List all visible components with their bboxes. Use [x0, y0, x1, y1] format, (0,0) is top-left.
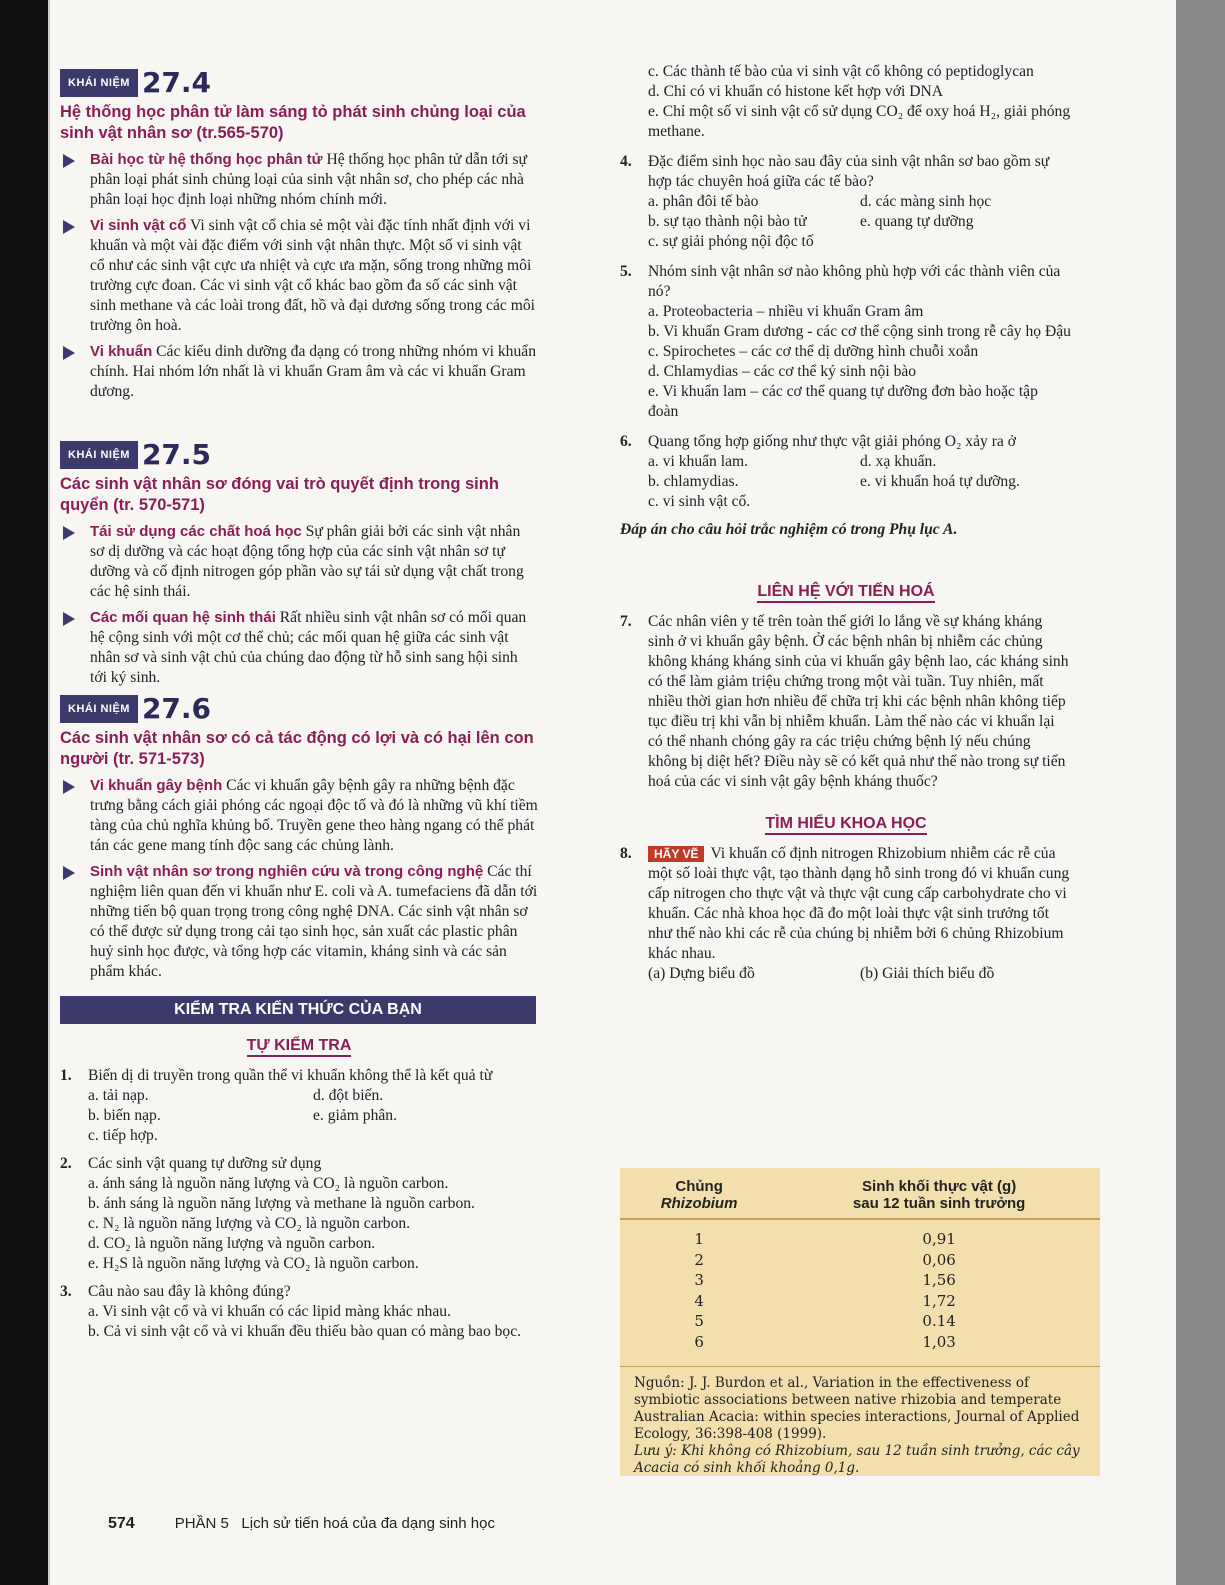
table-row: 6 1,03 [694, 1332, 956, 1351]
question-3: 3. Câu nào sau đây là không đúng? a. Vi sinh vật cổ và vi khuẩn có các lipid màng khác nhau. b. Cả vi sinh vật cổ và vi khuẩn đều thiếu bào quan có màng bao bọc. [60, 1283, 522, 1340]
table-row: 5 0.14 [694, 1312, 956, 1330]
summary-bullet: Sinh vật nhân sơ trong nghiên cứu và trong công nghệ Các thí nghiệm liên quan đến vi khuẩn như E. coli và A. tumefaciens đã dẫn tới những tiến bộ quan trọng trong công nghệ DNA. Các sinh vật nhân sơ có thể được sử dụng trong cải tạo sinh học, sản xuất các plastic phân huỷ sinh học được, và tổng hợp các vitamin, kháng sinh và các sản phẩm khác. [60, 862, 538, 982]
question-2: 2. Các sinh vật quang tự dưỡng sử dụng a. ánh sáng là nguồn năng lượng và CO₂ là nguồn carbon. b. ánh sáng là nguồn năng lượng và methane là nguồn carbon. c. N₂ là nguồn năng lượng và CO₂ là nguồn carbon. d. CO₂ là nguồn năng lượng và nguồn carbon. e. H₂S là nguồn năng lượng và CO₂ là nguồn carbon. [60, 1155, 475, 1272]
question-5: 5. Nhóm sinh vật nhân sơ nào không phù hợp với các thành viên của nó? a. Proteobacteria – nhiều vi khuẩn Gram âm b. Vi khuẩn Gram dương - các cơ thể cộng sinh trong rễ cây họ Đậu c. Spirochetes – các cơ thể dị dưỡng hình chuỗi xoắn d. Chlamydias – các cơ thể ký sinh nội bào e. Vi khuẩn lam – các cơ thể quang tự dưỡng đơn bào hoặc tập đoàn [620, 263, 1071, 420]
concept-27-4 [60, 68, 538, 98]
summary-bullet: Tái sử dụng các chất hoá học Sự phân giải bởi các sinh vật nhân sơ dị dưỡng và các hoạt động tổng hợp của các sinh vật nhân sơ tự dưỡng và cố định nitrogen góp phần vào sự tái sử dụng vật chất trong các hệ sinh thái. [60, 522, 538, 602]
concept-heading: Các sinh vật nhân sơ có cả tác động có lợi và có hại lên con người (tr. 571-573) [60, 729, 534, 768]
question-8: 8. HÃY VẼ Vi khuẩn cố định nitrogen Rhizobium nhiễm các rễ của một số loài thực vật, tạo thành dạng hỗ sinh trong đó vi khuẩn cung cấp nitrogen cho thực vật và thực vật cung cấp carbohydrate cho vi khuẩn. Các nhà khoa học đã đo một loài thực vật sinh trưởng tốt như thế nào khi các rễ của chúng bị nhiễm bởi 6 chủng Rhizobium khác nhau. (a) Dựng biểu đồ (b) Giải thích biểu đồ [620, 845, 1070, 982]
table-row: 4 1,72 [694, 1291, 956, 1310]
page-footer [108, 1515, 495, 1533]
question-7: 7. Các nhân viên y tế trên toàn thế giới lo lắng về sự kháng kháng sinh ở vi khuẩn gây bệnh. Ở các bệnh nhân bị nhiễm các chủng không kháng kháng sinh của vi khuẩn gây bệnh lao, các kháng sinh có thể làm giảm triệu chứng trong một vài tuần. Tuy nhiên, mất nhiều thời gian hơn nhiều để chữa trị khi các bệnh nhân không tiếp tục điều trị khi vẫn bị nhiễm khuẩn. Làm thế nào các vi khuẩn lại có thể nhanh chóng gây ra các triệu chứng bệnh lý nếu chúng không bị diệt hết? Điều này sẽ có kết quả như thế nào trong sự tiến hoá của các vi sinh vật gây bệnh kháng thuốc? [620, 613, 1069, 790]
summary-bullet: Vi sinh vật cổ Vi sinh vật cổ chia sẻ một vài đặc tính nhất định với vi khuẩn và một vài đặc điểm với sinh vật nhân thực. Một số vi sinh vật cổ như các sinh vật cực ưa nhiệt và cực ưa mặn, sống trong những môi trường cực đoan. Các vi sinh vật cổ khác bao gồm đa số các sinh vật sinh methane và các loài trong đất, hồ và đại dương sống trong các môi trường ôn hoà. [60, 216, 538, 336]
concept-number: 27.5 [141, 438, 212, 471]
table-row: 1 0,91 [694, 1230, 956, 1248]
scan-border [0, 0, 48, 1585]
part-label: PHẦN 5 Lịch sử tiến hoá của đa dạng sinh học [174, 1515, 495, 1532]
summary-bullet: Các mối quan hệ sinh thái Rất nhiều sinh vật nhân sơ có mối quan hệ cộng sinh với một cơ thể chủ; các mối quan hệ giữa các sinh vật nhân sơ và sinh vật chủ của chúng dao động từ hỗ sinh sang hội sinh tới ký sinh. [60, 608, 538, 688]
summary-bullet: Vi khuẩn Các kiểu dinh dưỡng đa dạng có trong những nhóm vi khuẩn chính. Hai nhóm lớn nhất là vi khuẩn Gram âm và các vi khuẩn Gram dương. [60, 342, 538, 402]
table-header-biomass: Sinh khối thực vật (g) sau 12 tuần sinh trưởng [778, 1168, 1100, 1219]
evolution-heading: LIÊN HỆ VỚI TIẾN HOÁ [572, 582, 1072, 602]
question-1: 1. Biến dị di truyền trong quần thể vi khuẩn không thể là kết quả từ a. tải nạp. d. đột biến. b. biến nạp. e. giảm phân. c. tiếp hợp. [60, 1067, 493, 1144]
concept-27-5 [60, 440, 538, 470]
table-source: Nguồn: J. J. Burdon et al., Variation in the effectiveness of symbiotic associations between native rhizobia and temperate Australian Acacia: within species interactions, Journal of Applied Ecology, 36:398-408 (1999). Lưu ý: Khi không có Rhizobium, sau 12 tuần sinh trưởng, các cây Acacia có sinh khối khoảng 0,1g. [620, 1366, 1100, 1477]
concept-number: 27.4 [141, 66, 212, 99]
concept-number: 27.6 [141, 692, 212, 725]
concept-heading: Các sinh vật nhân sơ đóng vai trò quyết định trong sinh quyển (tr. 570-571) [60, 475, 499, 514]
concept-27-6 [60, 694, 538, 724]
rhizobium-table [620, 1168, 1100, 1476]
page-number: 574 [108, 1515, 135, 1532]
table-header-strain: Chủng Rhizobium [620, 1168, 778, 1219]
summary-bullet: Vi khuẩn gây bệnh Các vi khuẩn gây bệnh gây ra những bệnh đặc trưng bằng cách giải phóng các ngoại độc tố và đó là những vũ khí tiềm tàng của chủ nghĩa khủng bố. Truyền gene theo hàng ngang có thể phát tán các gene mang tính độc sang các chủng lành. [60, 776, 538, 856]
concept-tag: KHÁI NIỆM [60, 695, 138, 723]
section-banner: KIỂM TRA KIẾN THỨC CỦA BẠN [60, 996, 536, 1024]
subsection-heading: TỰ KIỂM TRA [60, 1036, 538, 1056]
concept-tag: KHÁI NIỆM [60, 69, 138, 97]
table-row: 2 0,06 [694, 1250, 956, 1269]
left-column [60, 66, 538, 1350]
question-3-continued: c. Các thành tế bào của vi sinh vật cổ không có peptidoglycan d. Chỉ có vi khuẩn có histone kết hợp với DNA e. Chỉ một số vi sinh vật cổ sử dụng CO₂ để oxy hoá H₂, giải phóng methane. [648, 63, 1071, 140]
draw-it-tag: HÃY VẼ [648, 846, 704, 862]
question-6: 6. Quang tổng hợp giống như thực vật giải phóng O₂ xảy ra ở a. vi khuẩn lam. d. xạ khuẩn. b. chlamydias. e. vi khuẩn hoá tự dưỡng. c. vi sinh vật cổ. [620, 433, 1020, 510]
summary-bullet: Bài học từ hệ thống học phân tử Hệ thống học phân tử dẫn tới sự phân loại phát sinh chủng loại của sinh vật nhân sơ, cho phép các nhà phân loại học định loại những nhóm chính mới. [60, 150, 538, 210]
right-column [572, 62, 1072, 992]
table-row: 3 1,56 [694, 1271, 956, 1289]
answer-note: Đáp án cho câu hỏi trắc nghiệm có trong Phụ lục A. [620, 521, 958, 538]
science-heading: TÌM HIỂU KHOA HỌC [572, 814, 1072, 834]
question-4: 4. Đặc điểm sinh học nào sau đây của sinh vật nhân sơ bao gồm sự hợp tác chuyên hoá giữa các tế bào? a. phân đôi tế bào d. các màng sinh học b. sự tạo thành nội bào tử e. quang tự dưỡng c. sự giải phóng nội độc tố [620, 153, 1050, 250]
concept-tag: KHÁI NIỆM [60, 441, 138, 469]
concept-heading: Hệ thống học phân tử làm sáng tỏ phát sinh chủng loại của sinh vật nhân sơ (tr.565-570) [60, 103, 526, 142]
